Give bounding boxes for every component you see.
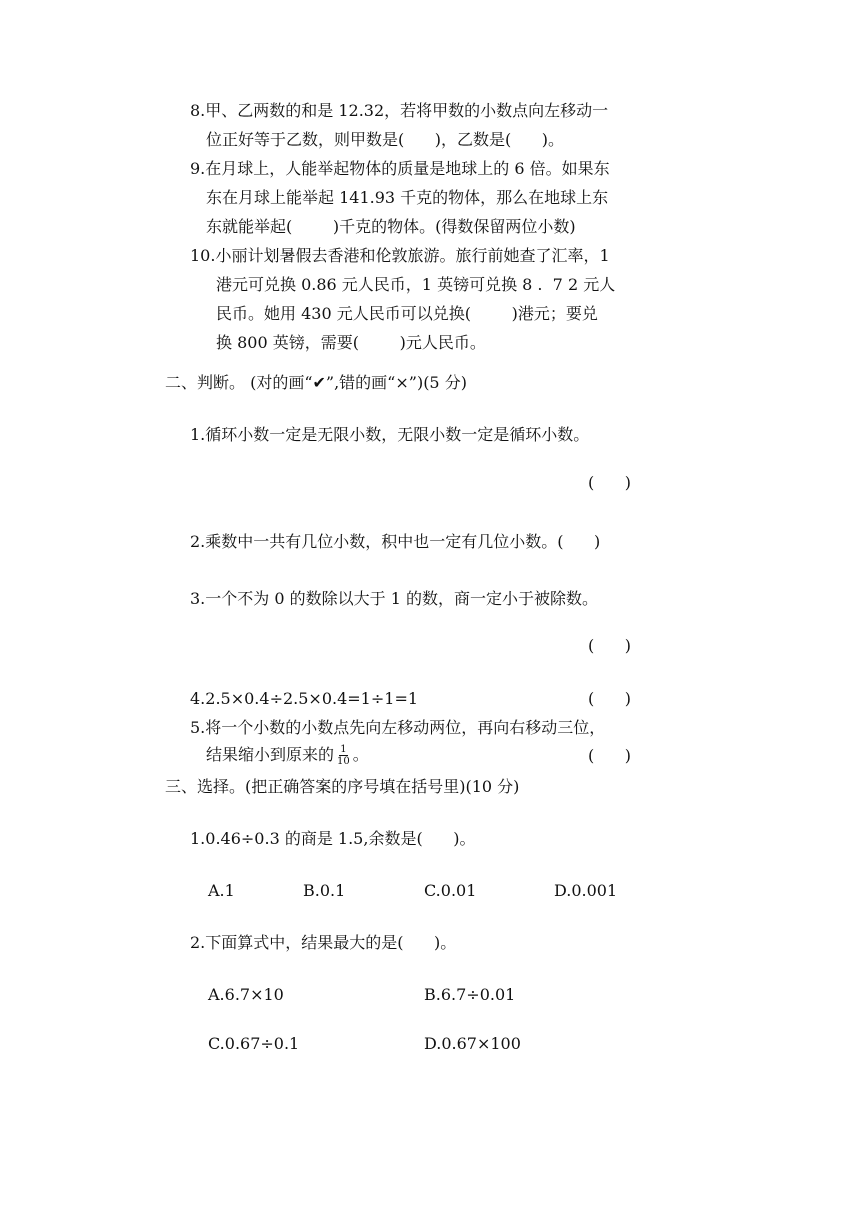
- fraction: [336, 744, 351, 767]
- choice-q2-option-c[interactable]: C.0.67÷0.1: [208, 1034, 300, 1053]
- choice-q2-option-b[interactable]: B.6.7÷0.01: [424, 985, 516, 1004]
- q9-line2: 东在月球上能举起 141.93 千克的物体，那么在地球上东: [206, 188, 609, 207]
- choice-q2-text: 2.下面算式中，结果最大的是( )。: [190, 933, 457, 952]
- q9-line1: 9.在月球上，人能举起物体的质量是地球上的 6 倍。如果东: [190, 159, 610, 178]
- q9-line3: 东就能举起( )千克的物体。(得数保留两位小数): [206, 217, 576, 236]
- choice-q1-option-d[interactable]: D.0.001: [554, 881, 618, 900]
- judge-item-2-text: 2.乘数中一共有几位小数，积中也一定有几位小数。( ): [190, 532, 601, 551]
- choice-q1-text: 1.0.46÷0.3 的商是 1.5,余数是( )。: [190, 829, 476, 848]
- judge-item-5-post: 。: [352, 745, 369, 764]
- fraction-numerator: 1: [340, 744, 347, 755]
- choice-q1-option-c[interactable]: C.0.01: [424, 881, 477, 900]
- judge-item-1-text: 1.循环小数一定是无限小数，无限小数一定是循环小数。: [190, 425, 590, 444]
- choice-q1-option-b[interactable]: B.0.1: [303, 881, 346, 900]
- choice-q1-option-a[interactable]: A.1: [208, 881, 235, 900]
- choice-q2-option-d[interactable]: D.0.67×100: [424, 1034, 521, 1053]
- q10-line2: 港元可兑换 0.86 元人民币，1 英镑可兑换 8 . 7 2 元人: [216, 275, 616, 294]
- judge-item-5-paren[interactable]: ( ): [588, 746, 631, 765]
- q10-line3: 民币。她用 430 元人民币可以兑换( )港元；要兑: [216, 304, 598, 323]
- q8-line2: 位正好等于乙数，则甲数是( )，乙数是( )。: [206, 130, 565, 149]
- judge-item-1-paren[interactable]: ( ): [588, 473, 631, 492]
- judge-item-3-paren[interactable]: ( ): [588, 636, 631, 655]
- judge-item-5-line1: 5.将一个小数的小数点先向左移动两位，再向右移动三位，: [190, 718, 606, 737]
- fraction-denominator: 10: [337, 756, 350, 767]
- judge-item-4-text: 4.2.5×0.4÷2.5×0.4=1÷1=1: [190, 689, 419, 708]
- judge-item-5-pre: 结果缩小到原来的: [206, 745, 335, 764]
- choice-q2-option-a[interactable]: A.6.7×10: [208, 985, 284, 1004]
- judge-item-4-paren[interactable]: ( ): [588, 689, 631, 708]
- q10-line1: 10.小丽计划暑假去香港和伦敦旅游。旅行前她查了汇率，1: [190, 246, 610, 265]
- q8-line1: 8.甲、乙两数的和是 12.32，若将甲数的小数点向左移动一: [190, 101, 609, 120]
- judge-item-5-line2: [206, 744, 369, 767]
- judge-item-3-text: 3.一个不为 0 的数除以大于 1 的数，商一定小于被除数。: [190, 589, 598, 608]
- section2-title: 二、判断。 (对的画“✔”,错的画“×”)(5 分): [165, 373, 467, 392]
- section3-title: 三、选择。(把正确答案的序号填在括号里)(10 分): [165, 777, 520, 796]
- q10-line4: 换 800 英镑，需要( )元人民币。: [216, 333, 486, 352]
